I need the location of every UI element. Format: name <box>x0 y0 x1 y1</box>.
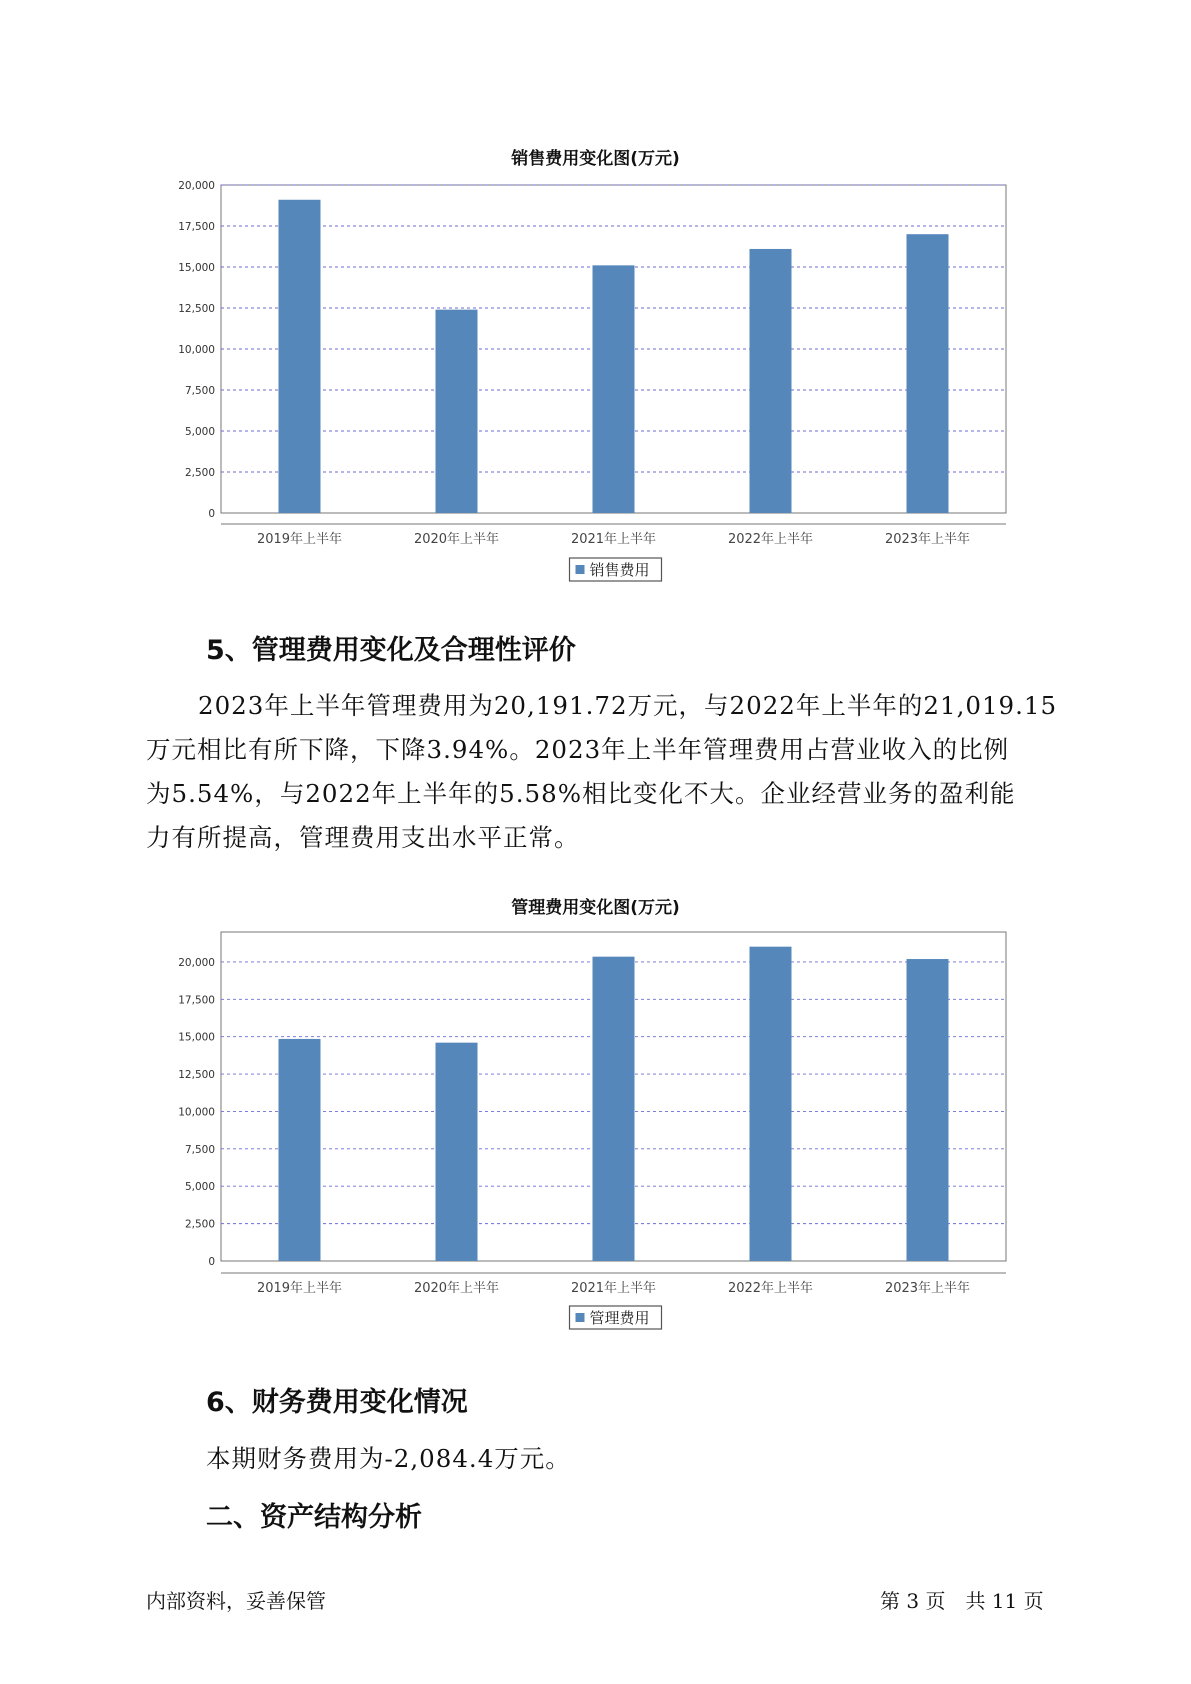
x-tick-label: 2020年上半年 <box>413 1281 500 1296</box>
bar <box>907 959 949 1261</box>
y-tick-label: 20,000 <box>178 956 215 969</box>
x-tick-label: 2023年上半年 <box>884 1281 971 1296</box>
sales-chart-title: 销售费用变化图(万元) <box>511 149 680 169</box>
legend-swatch <box>576 1313 585 1322</box>
x-tick-label: 2022年上半年 <box>727 1281 814 1296</box>
x-tick-label: 2020年上半年 <box>413 532 500 547</box>
section5-heading: 5、管理费用变化及合理性评价 <box>206 635 576 666</box>
y-tick-label: 7,500 <box>184 385 215 397</box>
section5-line-1: 2023年上半年管理费用为20,191.72万元，与2022年上半年的21,019.15 <box>198 691 1058 720</box>
y-tick-label: 5,000 <box>184 426 215 438</box>
x-tick-label: 2021年上半年 <box>570 532 657 547</box>
x-tick-label: 2021年上半年 <box>570 1281 657 1296</box>
x-tick-label: 2022年上半年 <box>727 532 814 547</box>
y-tick-label: 5,000 <box>184 1181 215 1194</box>
bar <box>750 947 792 1261</box>
section6-text: 本期财务费用为-2,084.4万元。 <box>206 1444 571 1473</box>
y-tick-label: 12,500 <box>178 1069 215 1082</box>
section5-line-4: 力有所提高，管理费用支出水平正常。 <box>146 823 580 852</box>
admin-chart-title: 管理费用变化图(万元) <box>511 898 680 918</box>
y-tick-label: 2,500 <box>184 1218 215 1231</box>
y-tick-label: 17,500 <box>178 994 215 1007</box>
legend-label: 销售费用 <box>589 561 650 579</box>
bar <box>436 1043 478 1261</box>
x-tick-label: 2023年上半年 <box>884 532 971 547</box>
y-tick-label: 20,000 <box>178 180 215 192</box>
section5-line-3: 为5.54%，与2022年上半年的5.58%相比变化不大。企业经营业务的盈利能 <box>146 779 1016 808</box>
legend-label: 管理费用 <box>589 1309 650 1327</box>
x-tick-label: 2019年上半年 <box>256 532 343 547</box>
y-tick-label: 0 <box>208 508 215 520</box>
footer-page-number: 第 3 页 共 11 页 <box>880 1589 1044 1613</box>
y-tick-label: 15,000 <box>178 262 215 274</box>
y-tick-label: 0 <box>208 1256 215 1268</box>
section6-heading: 6、财务费用变化情况 <box>206 1387 468 1418</box>
legend <box>570 1306 662 1329</box>
y-tick-label: 15,000 <box>178 1031 215 1044</box>
x-tick-label: 2019年上半年 <box>256 1281 343 1296</box>
y-tick-label: 10,000 <box>178 1106 215 1119</box>
bar <box>593 957 635 1261</box>
y-tick-label: 7,500 <box>184 1143 215 1156</box>
section-two-heading: 二、资产结构分析 <box>206 1502 422 1533</box>
bar <box>279 1039 321 1261</box>
y-tick-label: 2,500 <box>184 467 215 479</box>
section5-line-2: 万元相比有所下降，下降3.94%。2023年上半年管理费用占营业收入的比例 <box>146 735 1010 764</box>
y-tick-label: 17,500 <box>178 221 215 233</box>
y-tick-label: 12,500 <box>178 303 215 315</box>
y-tick-label: 10,000 <box>178 344 215 356</box>
footer-left: 内部资料，妥善保管 <box>146 1589 326 1613</box>
